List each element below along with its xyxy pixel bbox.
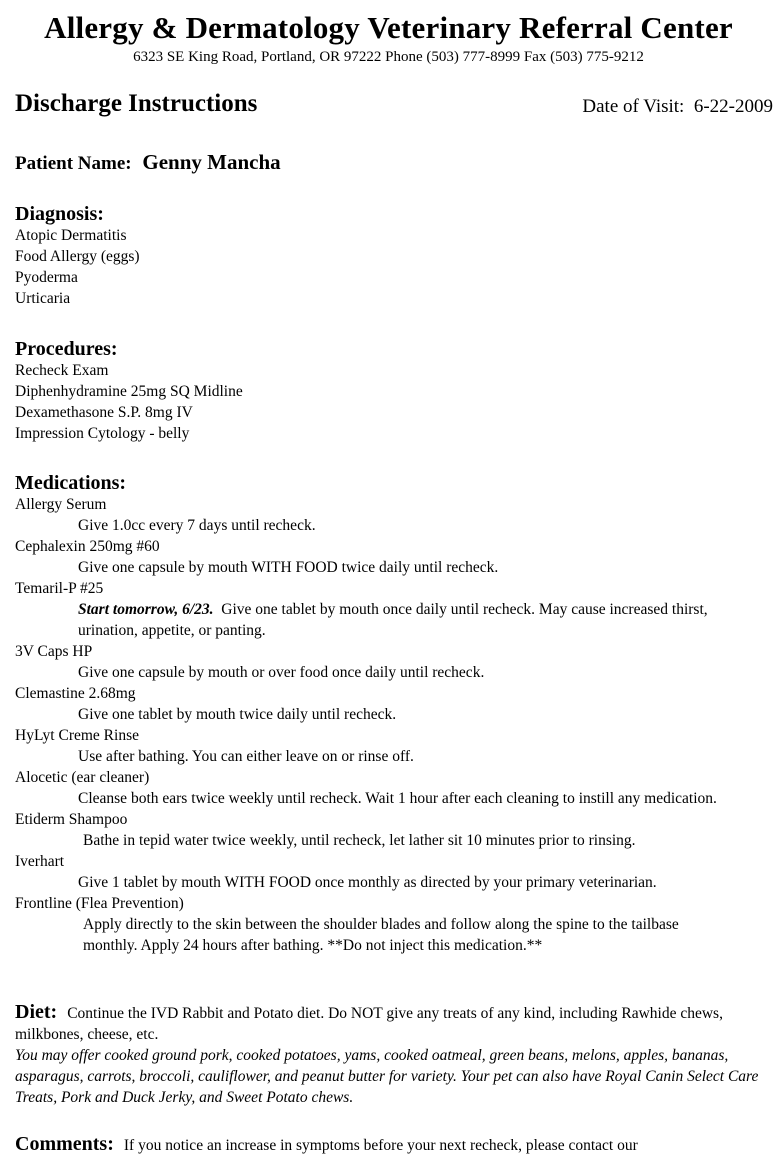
medication-entry xyxy=(15,683,767,725)
medication-entry xyxy=(15,641,767,683)
medication-instructions: Give one tablet by mouth twice daily until recheck. xyxy=(78,706,397,723)
medication-name: Cephalexin 250mg #60 xyxy=(15,538,160,555)
diagnosis-item: Food Allergy (eggs) xyxy=(15,248,140,265)
medication-name: Frontline (Flea Prevention) xyxy=(15,895,184,912)
procedures-section xyxy=(15,338,767,444)
medication-name: Allergy Serum xyxy=(15,496,107,513)
diet-instructions: Diet: Continue the IVD Rabbit and Potato diet. Do NOT give any treats of any kind, including Rawhide chews, milkbones, cheese, etc. xyxy=(15,1001,723,1043)
procedure-item: Impression Cytology - belly xyxy=(15,425,190,442)
clinic-name: Allergy & Dermatology Veterinary Referral Center xyxy=(44,10,733,45)
comments-section xyxy=(15,1134,767,1156)
medication-entry xyxy=(15,767,767,809)
diagnosis-item: Pyoderma xyxy=(15,269,78,286)
page-title: Discharge Instructions xyxy=(15,90,258,117)
visit-date-label: Date of Visit: xyxy=(582,96,685,117)
clinic-address: 6323 SE King Road, Portland, OR 97222 Phone (503) 777-8999 Fax (503) 775-9212 xyxy=(133,49,644,65)
medication-name: Temaril-P #25 xyxy=(15,580,104,597)
comments-heading: Comments: xyxy=(15,1133,114,1155)
medication-entry xyxy=(15,893,767,956)
medication-entry xyxy=(15,809,767,851)
medication-entry xyxy=(15,536,767,578)
medication-name: HyLyt Creme Rinse xyxy=(15,727,139,744)
medication-entry xyxy=(15,494,767,536)
procedure-item: Recheck Exam xyxy=(15,362,109,379)
medication-instructions: Apply directly to the skin between the shoulder blades and follow along the spine to the tailbase monthly. Apply 24 hours after bathing. **Do not inject this medication.** xyxy=(83,916,679,954)
medication-entry xyxy=(15,578,767,641)
medication-instructions: Give one capsule by mouth or over food once daily until recheck. xyxy=(78,664,485,681)
diagnosis-item: Urticaria xyxy=(15,290,71,307)
medication-instructions: Bathe in tepid water twice weekly, until recheck, let lather sit 10 minutes prior to rinsing. xyxy=(83,832,636,849)
medication-entry xyxy=(15,851,767,893)
medication-name: Iverhart xyxy=(15,853,65,870)
diagnosis-item: Atopic Dermatitis xyxy=(15,227,127,244)
medication-name: 3V Caps HP xyxy=(15,643,93,660)
medication-instructions: Give 1 tablet by mouth WITH FOOD once monthly as directed by your primary veterinarian. xyxy=(78,874,657,891)
medications-heading: Medications: xyxy=(15,472,127,494)
comments-text: Comments: If you notice an increase in symptoms before your next recheck, please contact our xyxy=(15,1133,638,1155)
patient-name: Genny Mancha xyxy=(142,150,281,174)
procedure-item: Dexamethasone S.P. 8mg IV xyxy=(15,404,193,421)
diagnosis-heading: Diagnosis: xyxy=(15,203,104,225)
medication-emphasis: Start tomorrow, 6/23. xyxy=(78,601,214,618)
visit-date-value: 6-22-2009 xyxy=(693,96,773,117)
patient-name-line xyxy=(15,150,281,175)
patient-name-label: Patient Name: xyxy=(15,153,132,174)
medication-name: Etiderm Shampoo xyxy=(15,811,128,828)
medication-instructions: Give 1.0cc every 7 days until recheck. xyxy=(78,517,316,534)
diet-heading: Diet: xyxy=(15,1001,58,1023)
medication-entry xyxy=(15,725,767,767)
medication-name: Alocetic (ear cleaner) xyxy=(15,769,150,786)
medication-instructions: Use after bathing. You can either leave on or rinse off. xyxy=(78,748,414,765)
medication-instructions: Cleanse both ears twice weekly until recheck. Wait 1 hour after each cleaning to instill any medication. xyxy=(78,790,717,807)
medication-instructions: Give one capsule by mouth WITH FOOD twice daily until recheck. xyxy=(78,559,499,576)
diagnosis-section xyxy=(15,203,767,309)
procedures-heading: Procedures: xyxy=(15,338,118,360)
medications-section xyxy=(15,472,767,956)
diet-section xyxy=(15,1002,767,1108)
medication-name: Clemastine 2.68mg xyxy=(15,685,136,702)
medication-instructions: Start tomorrow, 6/23. Give one tablet by mouth once daily until recheck. May cause increased thirst, urination, appetite, or panting. xyxy=(78,601,708,639)
diet-alternatives: You may offer cooked ground pork, cooked potatoes, yams, cooked oatmeal, green beans, melons, apples, bananas, asparagus, carrots, broccoli, cauliflower, and peanut butter for variety. Your pet can also have Royal Canin Select Care Treats, Pork and Duck Jerky, and Sweet Potato chews. xyxy=(15,1047,759,1106)
visit-date xyxy=(582,96,773,118)
procedure-item: Diphenhydramine 25mg SQ Midline xyxy=(15,383,243,400)
